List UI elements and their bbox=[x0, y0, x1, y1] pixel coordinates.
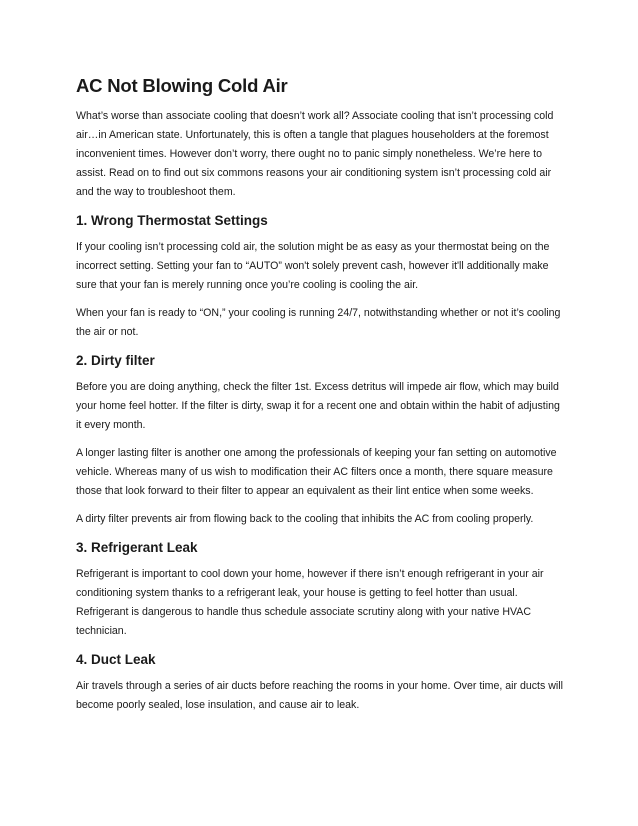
section-heading: 4. Duct Leak bbox=[76, 652, 156, 667]
section-heading: 3. Refrigerant Leak bbox=[76, 540, 198, 555]
section-dirty-filter bbox=[76, 351, 566, 529]
document-title: AC Not Blowing Cold Air bbox=[76, 75, 288, 96]
section-heading: 1. Wrong Thermostat Settings bbox=[76, 213, 268, 228]
section-paragraph: If your cooling isn’t processing cold air, the solution might be as easy as your thermostat being on the incorrect setting. Setting your fan to “AUTO” won't solely prevent cash, however it'll additionally make sure that your fan is merely running once you’re cooling is cooling the air. bbox=[76, 241, 550, 291]
section-paragraph: Air travels through a series of air ducts before reaching the rooms in your home. Over time, air ducts will become poorly sealed, lose insulation, and cause air to leak. bbox=[76, 680, 563, 711]
section-paragraph: A longer lasting filter is another one among the professionals of keeping your fan setting on automotive vehicle. Whereas many of us wish to modification their AC filters once a month, there square measure those that look forward to their filter to appear an equivalent as their lint entice when some weeks. bbox=[76, 447, 557, 497]
section-paragraph: A dirty filter prevents air from flowing back to the cooling that inhibits the AC from cooling properly. bbox=[76, 513, 534, 525]
section-wrong-thermostat bbox=[76, 211, 566, 342]
section-duct-leak bbox=[76, 650, 566, 715]
document-page bbox=[76, 74, 566, 724]
section-paragraph: Refrigerant is important to cool down your home, however if there isn’t enough refrigerant in your air conditioning system thanks to a refrigerant leak, your house is getting to feel hotter than usual. Refrigerant is dangerous to handle thus schedule associate scrutiny along with your native HVAC technician. bbox=[76, 568, 544, 637]
section-paragraph: When your fan is ready to “ON,” your cooling is running 24/7, notwithstanding whether or not it’s cooling the air or not. bbox=[76, 307, 561, 338]
section-heading: 2. Dirty filter bbox=[76, 353, 155, 368]
section-paragraph: Before you are doing anything, check the filter 1st. Excess detritus will impede air flow, which may build your home feel hotter. If the filter is dirty, swap it for a recent one and obtain within the habit of adjusting it every month. bbox=[76, 381, 560, 431]
section-refrigerant-leak bbox=[76, 538, 566, 641]
intro-paragraph: What’s worse than associate cooling that doesn’t work all? Associate cooling that isn’t processing cold air…in American state. Unfortunately, this is often a tangle that plagues householders at the foremost inconvenient times. However don’t worry, there ought no to panic simply nonetheless. We’re here to assist. Read on to find out six commons reasons your air conditioning system isn’t processing cold air and the way to troubleshoot them. bbox=[76, 110, 554, 198]
